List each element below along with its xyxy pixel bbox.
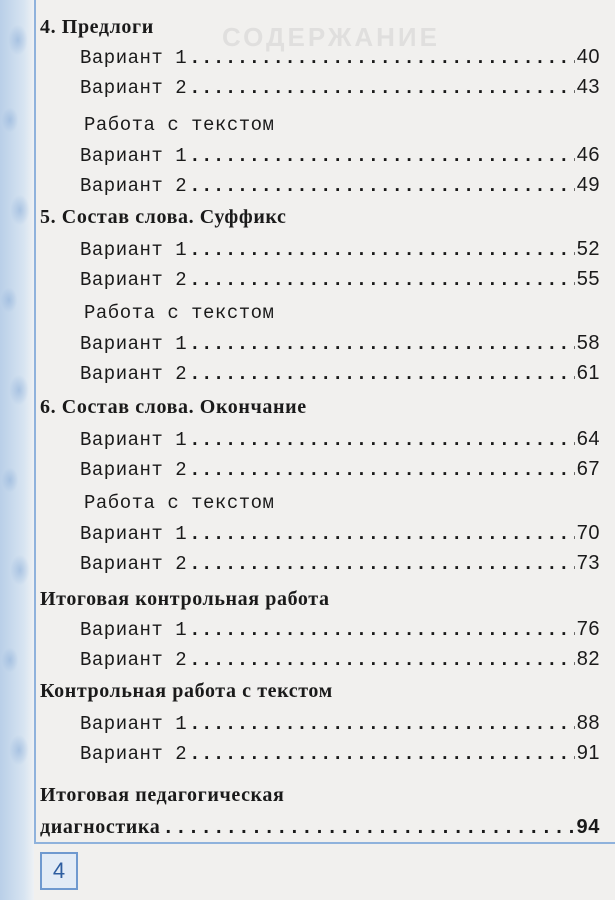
dot-leader bbox=[189, 239, 575, 261]
toc-entry-label: Вариант 1 bbox=[80, 239, 188, 261]
toc-entry bbox=[40, 742, 600, 772]
toc-entry-label: 5. Состав слова. Суффикс bbox=[40, 206, 287, 228]
toc-entry-label: диагностика bbox=[40, 816, 161, 838]
toc-entry bbox=[40, 238, 600, 268]
dot-leader bbox=[189, 77, 575, 99]
toc-entry-label: Вариант 2 bbox=[80, 77, 188, 99]
dot-leader bbox=[162, 817, 574, 840]
toc-page-number: 55 bbox=[576, 268, 600, 290]
toc-page-number: 49 bbox=[576, 174, 600, 196]
toc-entry-label: Контрольная работа с текстом bbox=[40, 680, 333, 702]
section-heading bbox=[40, 206, 600, 236]
toc-entry bbox=[40, 144, 600, 174]
toc-entry bbox=[40, 618, 600, 648]
toc-page-number: 46 bbox=[576, 144, 600, 166]
dot-leader bbox=[189, 363, 575, 385]
dot-leader bbox=[189, 743, 575, 765]
section-heading bbox=[40, 784, 600, 814]
section-heading bbox=[40, 588, 600, 618]
toc-entry-label: Вариант 1 bbox=[80, 145, 188, 167]
dot-leader bbox=[189, 649, 575, 671]
toc-entry bbox=[40, 458, 600, 488]
toc-entry-label: Вариант 1 bbox=[80, 429, 188, 451]
toc-entry bbox=[40, 552, 600, 582]
toc-page-number: 82 bbox=[576, 648, 600, 670]
dot-leader bbox=[189, 269, 575, 291]
dot-leader bbox=[189, 523, 575, 545]
toc-entry bbox=[40, 268, 600, 298]
toc-entry-label: Вариант 2 bbox=[80, 363, 188, 385]
section-heading bbox=[40, 680, 600, 710]
toc-entry bbox=[40, 174, 600, 204]
toc-entry bbox=[40, 522, 600, 552]
toc-page-number: 67 bbox=[576, 458, 600, 480]
toc-entry bbox=[40, 46, 600, 76]
dot-leader bbox=[189, 619, 575, 641]
toc-entry bbox=[40, 712, 600, 742]
toc-entry-label: Итоговая контрольная работа bbox=[40, 588, 330, 610]
dot-leader bbox=[189, 459, 575, 481]
toc-page-number: 76 bbox=[576, 618, 600, 640]
dot-leader bbox=[189, 713, 575, 735]
subsection-heading bbox=[40, 492, 600, 522]
section-heading bbox=[40, 16, 600, 46]
toc-entry-label: Вариант 2 bbox=[80, 269, 188, 291]
toc-entry-label: Работа с текстом bbox=[84, 492, 275, 514]
toc-page-number: 73 bbox=[576, 552, 600, 574]
toc-page-number: 61 bbox=[576, 362, 600, 384]
toc-entry-label: 6. Состав слова. Окончание bbox=[40, 396, 307, 418]
decorative-border-ornament bbox=[0, 0, 34, 900]
toc-entry-label: Вариант 1 bbox=[80, 523, 188, 545]
dot-leader bbox=[189, 553, 575, 575]
toc-entry-label: Вариант 1 bbox=[80, 47, 188, 69]
dot-leader bbox=[189, 175, 575, 197]
toc-entry-label: Работа с текстом bbox=[84, 302, 275, 324]
toc-entry bbox=[40, 332, 600, 362]
border-line bbox=[34, 0, 36, 842]
toc-entry-label: Итоговая педагогическая bbox=[40, 784, 285, 806]
toc-entry-label: Вариант 2 bbox=[80, 649, 188, 671]
page-number: 4 bbox=[40, 852, 78, 890]
toc-page-number: 70 bbox=[576, 522, 600, 544]
toc-page-number: 43 bbox=[576, 76, 600, 98]
toc-page-number: 91 bbox=[576, 742, 600, 764]
bottom-rule bbox=[34, 842, 615, 844]
toc-page-number: 64 bbox=[576, 428, 600, 450]
toc-entry bbox=[40, 362, 600, 392]
toc-entry-label: 4. Предлоги bbox=[40, 16, 154, 38]
toc-entry-label: Работа с текстом bbox=[84, 114, 275, 136]
toc-entry-label: Вариант 2 bbox=[80, 743, 188, 765]
toc-page-number: 88 bbox=[576, 712, 600, 734]
toc-page-number: 94 bbox=[576, 816, 600, 838]
toc-entry-label: Вариант 1 bbox=[80, 619, 188, 641]
section-heading bbox=[40, 396, 600, 426]
toc-entry-label: Вариант 1 bbox=[80, 713, 188, 735]
dot-leader bbox=[189, 47, 575, 69]
toc-entry-label: Вариант 1 bbox=[80, 333, 188, 355]
toc-entry bbox=[40, 648, 600, 678]
subsection-heading bbox=[40, 302, 600, 332]
toc-page-number: 52 bbox=[576, 238, 600, 260]
subsection-heading bbox=[40, 114, 600, 144]
toc-entry-label: Вариант 2 bbox=[80, 459, 188, 481]
toc-page-number: 40 bbox=[576, 46, 600, 68]
toc-entry bbox=[40, 76, 600, 106]
toc-entry-label: Вариант 2 bbox=[80, 553, 188, 575]
dot-leader bbox=[189, 333, 575, 355]
dot-leader bbox=[189, 145, 575, 167]
toc-entry-label: Вариант 2 bbox=[80, 175, 188, 197]
watermark-title: СОДЕРЖАНИЕ bbox=[222, 22, 440, 52]
toc-page-number: 58 bbox=[576, 332, 600, 354]
dot-leader bbox=[189, 429, 575, 451]
toc-entry bbox=[40, 428, 600, 458]
